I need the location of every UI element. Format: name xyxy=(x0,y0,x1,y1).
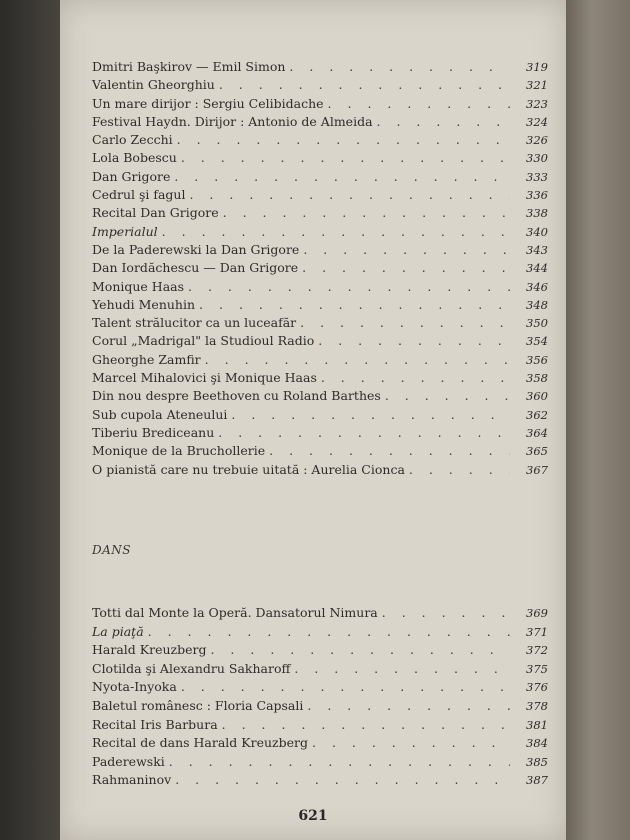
toc-entry xyxy=(92,369,548,387)
toc-entry-page: 326 xyxy=(526,133,548,148)
toc-entry xyxy=(92,716,548,735)
dot-leader xyxy=(321,369,510,387)
toc-entry xyxy=(92,186,548,204)
toc-entry-page: 354 xyxy=(526,334,548,349)
dot-leader xyxy=(289,58,510,76)
toc-entry-title: Festival Haydn. Dirijor : Antonio de Almeida xyxy=(92,113,373,129)
toc-entry xyxy=(92,641,548,660)
toc-entry xyxy=(92,241,548,259)
contents-list-dance xyxy=(92,604,548,790)
toc-entry xyxy=(92,58,548,76)
toc-entry-page: 350 xyxy=(526,316,548,331)
toc-entry-page: 333 xyxy=(526,169,548,184)
toc-entry-title: Monique de la Bruchollerie xyxy=(92,443,266,459)
toc-entry-title: Nyota-Inyoka xyxy=(92,679,177,695)
book-gutter-shadow xyxy=(0,0,60,840)
toc-entry xyxy=(92,259,548,277)
toc-entry-page: 387 xyxy=(526,773,548,788)
dot-leader xyxy=(175,771,510,790)
toc-entry-page: 330 xyxy=(526,151,548,166)
dot-leader xyxy=(148,623,510,642)
toc-entry-page: 338 xyxy=(526,206,548,221)
toc-entry-page: 378 xyxy=(526,698,548,713)
dot-leader xyxy=(382,604,510,623)
toc-entry-title: Lola Bobescu xyxy=(92,150,177,166)
toc-entry xyxy=(92,351,548,369)
toc-entry xyxy=(92,424,548,442)
dot-leader xyxy=(218,424,510,442)
toc-entry-page: 340 xyxy=(526,224,548,239)
toc-entry xyxy=(92,314,548,332)
dot-leader xyxy=(377,113,510,131)
toc-entry-title: Carlo Zecchi xyxy=(92,132,173,148)
toc-entry-page: 381 xyxy=(526,717,548,732)
toc-entry-title: Paderewski xyxy=(92,753,165,769)
toc-entry-title: Imperialul xyxy=(92,223,158,239)
toc-entry xyxy=(92,406,548,424)
toc-entry xyxy=(92,678,548,697)
toc-entry-page: 324 xyxy=(526,114,548,129)
toc-entry-page: 365 xyxy=(526,444,548,459)
dot-leader xyxy=(169,753,510,772)
dot-leader xyxy=(385,387,510,405)
toc-entry-title: Dan Grigore xyxy=(92,168,171,184)
dot-leader xyxy=(318,332,510,350)
toc-entry-title: Harald Kreuzberg xyxy=(92,642,207,658)
toc-entry-title: Yehudi Menuhin xyxy=(92,296,196,312)
toc-entry-title: Tiberiu Brediceanu xyxy=(92,424,215,440)
dot-leader xyxy=(312,734,510,753)
toc-entry-page: 364 xyxy=(526,425,548,440)
dot-leader xyxy=(181,149,510,167)
toc-entry-title: Talent strălucitor ca un luceafăr xyxy=(92,315,297,331)
dot-leader xyxy=(307,697,510,716)
toc-entry-title: La piaţă xyxy=(92,623,144,639)
toc-entry-title: Monique Haas xyxy=(92,278,185,294)
toc-entry-page: 376 xyxy=(526,680,548,695)
toc-entry xyxy=(92,113,548,131)
toc-entry-page: 336 xyxy=(526,188,548,203)
toc-entry-title: Totti dal Monte la Operă. Dansatorul Nimura xyxy=(92,605,378,620)
toc-entry xyxy=(92,95,548,113)
toc-entry xyxy=(92,697,548,716)
toc-entry-page: 343 xyxy=(526,242,548,257)
dot-leader xyxy=(177,131,510,149)
dot-leader xyxy=(300,314,510,332)
toc-entry xyxy=(92,332,548,350)
toc-entry xyxy=(92,771,548,790)
dot-leader xyxy=(231,406,510,424)
dot-leader xyxy=(188,278,510,296)
toc-entry-page: 385 xyxy=(526,754,548,769)
toc-entry-title: Dan Iordăchescu — Dan Grigore xyxy=(92,260,299,276)
toc-entry-title: Rahmaninov xyxy=(92,772,172,788)
toc-entry-title: Gheorghe Zamfir xyxy=(92,351,201,367)
toc-entry-title: O pianistă care nu trebuie uitată : Aurelia Cionca xyxy=(92,461,405,477)
toc-entry xyxy=(92,660,548,679)
dot-leader xyxy=(409,461,510,479)
toc-entry-title: Recital Dan Grigore xyxy=(92,205,219,221)
toc-entry-page: 319 xyxy=(526,60,548,74)
toc-entry-page: 384 xyxy=(526,736,548,751)
contents-list-music xyxy=(92,58,548,479)
toc-entry-title: Un mare dirijor : Sergiu Celibidache xyxy=(92,95,324,111)
dot-leader xyxy=(328,95,510,113)
toc-entry-page: 358 xyxy=(526,371,548,386)
toc-entry xyxy=(92,296,548,314)
toc-entry xyxy=(92,223,548,241)
toc-entry xyxy=(92,278,548,296)
book-page-edge xyxy=(566,0,630,840)
toc-entry-title: Marcel Mihalovici şi Monique Haas xyxy=(92,370,317,386)
toc-entry-title: Din nou despre Beethoven cu Roland Barthes xyxy=(92,388,381,404)
dot-leader xyxy=(294,660,510,679)
toc-entry xyxy=(92,604,548,623)
toc-entry-page: 346 xyxy=(526,279,548,294)
toc-entry-page: 321 xyxy=(526,78,548,93)
toc-entry-page: 348 xyxy=(526,297,548,312)
dot-leader xyxy=(219,76,510,94)
toc-entry-page: 367 xyxy=(526,462,548,477)
toc-entry xyxy=(92,131,548,149)
toc-entry-page: 356 xyxy=(526,352,548,367)
toc-entry xyxy=(92,168,548,186)
dot-leader xyxy=(302,259,510,277)
dot-leader xyxy=(205,351,510,369)
toc-entry-page: 369 xyxy=(526,606,548,620)
toc-entry-title: Corul „Madrigal" la Studioul Radio xyxy=(92,333,315,349)
section-heading-dans: DANS xyxy=(92,543,132,557)
dot-leader xyxy=(174,168,510,186)
toc-entry-title: Recital de dans Harald Kreuzberg xyxy=(92,735,308,751)
toc-entry-title: Recital Iris Barbura xyxy=(92,716,218,732)
toc-entry xyxy=(92,753,548,772)
toc-entry-title: Valentin Gheorghiu xyxy=(92,77,215,93)
dot-leader xyxy=(181,678,510,697)
toc-entry xyxy=(92,149,548,167)
dot-leader xyxy=(303,241,510,259)
toc-entry-title: De la Paderewski la Dan Grigore xyxy=(92,241,300,257)
dot-leader xyxy=(162,223,510,241)
toc-entry xyxy=(92,204,548,222)
toc-entry-page: 375 xyxy=(526,661,548,676)
toc-entry-title: Clotilda şi Alexandru Sakharoff xyxy=(92,660,291,676)
toc-entry-title: Sub cupola Ateneului xyxy=(92,406,228,422)
toc-entry xyxy=(92,734,548,753)
dot-leader xyxy=(210,641,510,660)
dot-leader xyxy=(269,442,510,460)
toc-entry xyxy=(92,76,548,94)
toc-entry xyxy=(92,461,548,479)
toc-entry xyxy=(92,387,548,405)
dot-leader xyxy=(222,716,510,735)
toc-entry-page: 360 xyxy=(526,389,548,404)
toc-entry-page: 372 xyxy=(526,643,548,658)
toc-entry-title: Dmitri Başkirov — Emil Simon xyxy=(92,59,286,74)
dot-leader xyxy=(189,186,510,204)
toc-entry-title: Baletul românesc : Floria Capsali xyxy=(92,697,304,713)
toc-entry xyxy=(92,442,548,460)
toc-entry-page: 344 xyxy=(526,261,548,276)
toc-entry-page: 371 xyxy=(526,624,548,639)
toc-entry-page: 362 xyxy=(526,407,548,422)
toc-entry-title: Cedrul şi fagul xyxy=(92,187,186,203)
toc-entry-page: 323 xyxy=(526,96,548,111)
page-number: 621 xyxy=(298,808,328,824)
dot-leader xyxy=(199,296,510,314)
dot-leader xyxy=(223,204,510,222)
toc-entry xyxy=(92,623,548,642)
